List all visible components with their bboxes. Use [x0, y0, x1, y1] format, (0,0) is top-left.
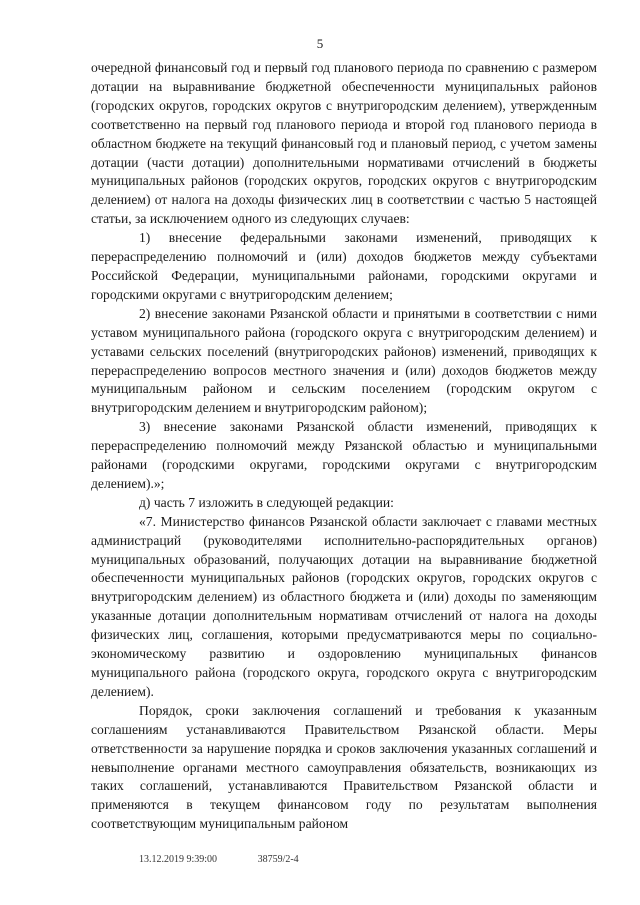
- page-number: 5: [316, 36, 324, 51]
- paragraph: 3) внесение законами Рязанской области изменений, приводящих к перераспределению полномочий между Рязанской областью и муниципальными районами (городскими округами, городскими округами с внутригородским делением).»;: [91, 419, 597, 491]
- document-body: [91, 59, 597, 834]
- paragraph: «7. Министерство финансов Рязанской области заключает с главами местных администраций (руководителями исполнительно-распорядительных органов) муниципальных образований, получающих дотации на выравнивание бюджетной обеспеченности муниципальных районов (городских округов, городских округов с внутригородским делением) из областного бюджета и (или) доходы по заменяющим указанные дотации дополнительным нормативам отчислений от налога на доходы физических лиц, соглашения, которыми предусматриваются меры по социально-экономическому развитию и оздоровлению муниципальных финансов муниципального района (городского округа, городского округа с внутригородским делением).: [91, 513, 597, 699]
- paragraph: д) часть 7 изложить в следующей редакции:: [139, 494, 394, 510]
- paragraph: Порядок, сроки заключения соглашений и требования к указанным соглашениям устанавливаются Правительством Рязанской области. Меры ответственности за нарушение порядка и сроков заключения указанных соглашений и невыполнение органами местного самоуправления обязательств, возникающих из таких соглашений, устанавливаются Правительством Рязанской области и применяются в текущем финансовом году по результатам выполнения соответствующим муниципальным районом: [91, 702, 597, 832]
- footer-timestamp: 13.12.2019 9:39:00: [139, 854, 218, 865]
- paragraph: 2) внесение законами Рязанской области и принятыми в соответствии с ними уставом муниципального района (городского округа с внутригородским делением) и уставами сельских поселений (внутригородских районов) изменений, приводящих к перераспределению вопросов местного значения и (или) доходов бюджетов между муниципальным районом и сельским поселением (городским округом с внутригородским делением и внутригородским районом);: [91, 305, 597, 416]
- footer: [139, 854, 337, 865]
- paragraph: 1) внесение федеральными законами изменений, приводящих к перераспределению полномочий и (или) доходов бюджетов между субъектами Российской Федерации, муниципальными районами, городскими округами и городскими округами с внутригородским делением;: [91, 230, 597, 302]
- footer-doc-id: 38759/2-4: [257, 854, 299, 865]
- paragraph: очередной финансовый год и первый год планового периода по сравнению с размером дотации на выравнивание бюджетной обеспеченности муниципальных районов (городских округов, городских округов с внутригородским делением), утвержденным соответственно на первый год планового периода и второй год планового периода в областном бюджете на текущий финансовый год и плановый период, с учетом замены дотации (части дотации) дополнительными нормативами отчислений в бюджеты муниципальных районов (городских округов, городских округов с внутригородским делением) от налога на доходы физических лиц в соответствии с частью 5 настоящей статьи, за исключением одного из следующих случаев:: [91, 60, 597, 227]
